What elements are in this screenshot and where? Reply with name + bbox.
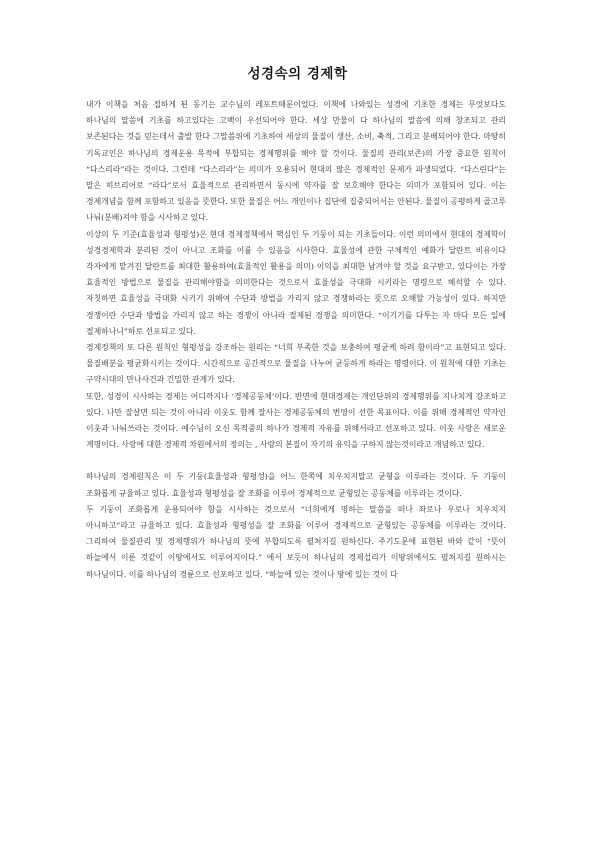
document-body xyxy=(86,97,506,583)
paragraph: 또한, 성경이 시사하는 경제는 어디까지나 ‘경제공동체’이다. 반면에 현대경제는 개인단위의 경제행위를 지나치게 강조하고 있다. 나만 잘살면 되는 것이 아니라 이웃도 함께 잘사는 경제공동체의 번영이 선한 목표이다. 이를 위해 경제적인 약자인 이웃과 나눠쓰라는 것이다. 예수님이 오신 목적중의 하나가 경제적 자유를 위해서라고 선포하고 있다. 이웃 사랑은 새로운 계명이다. 사랑에 대한 경제적 차원에서의 정의는 , 사랑의 본질이 자기의 유익을 구하지 않는것이라고 개념하고 있다. xyxy=(86,391,506,450)
paragraph-gap xyxy=(86,453,506,469)
paragraph: 내가 이책을 처음 접하게 된 동기는 교수님의 레포트때문이었다. 이책에 나와있는 성경에 기초한 경제는 무엇보다도 하나님의 말씀에 기초를 하고있다는 고백이 우선되어야 한다. 세상 만물이 다 하나님의 말씀에 의해 창조되고 관리 보존된다는 것을 믿는데서 출발 한다 그말씀위에 기초하여 세상의 물질이 생산, 소비, 축적, 그리고 분배되어야 한다. 마땅히 기독교인은 하나님의 경제운용 목적에 부합되는 경제행위를 해야 할 것이다. 물질의 관리(보존)의 가장 중요한 원칙이 “다스리라”라는 것이다. 그런데 “다스리라”는 의미가 오용되어 현대의 많은 경제적인 문제가 파생되었다. “다스린다”는 말은 히브리어로 “라다”로서 효율적으로 관리하면서 동시에 약자를 잘 보호해야 한다는 의미가 포함되어 있다. 이는 경제개념을 함께 포함하고 있음을 뜻한다. 또한 물질은 어느 개인이나 집단에 집중되어서는 안된다. 물질이 공평하게 골고루 나눠(분배)져야 함을 시사하고 있다. xyxy=(86,100,506,223)
paragraph: 하나님의 경제원칙은 이 두 기둥(효율성과 형평성)을 어느 한쪽에 치우치지말고 균형을 이루라는 것이다. 두 기둥이 조화롭게 규율하고 있다. 효율성과 형평성을 잘 조화를 이루어 경제적으로 균형있는 공동체를 이루라는 것이다. xyxy=(86,472,506,498)
paragraph: 두 기둥이 조화롭게 운용되어야 함을 시사하는 것으로서 “너희에게 명하는 말씀을 떠나 좌로나 우로나 치우치지 아니하고”라고 규율하고 있다. 효율성과 형평성을 잘 조화를 이루어 경제적으로 균형있는 공동체를 이루라는 것이다. 그리하여 물질관리 및 경제행위가 하나님의 뜻에 부합되도록 펼쳐지길 원하신다. 주기도문에 표현된 바와 같이 “뜻이 하늘에서 이룬 것같이 이땅에서도 이루어지이다.” 에서 보듯이 하나님의 경제섭리가 이땅위에서도 펼쳐지길 원하시는 하나님이다. 이를 하나님의 경륜으로 선포하고 있다. “하늘에 있는 것이나 땅에 있는 것이 다 xyxy=(86,504,506,579)
page-title: 성경속의 경제학 xyxy=(247,66,348,82)
paragraph: 경제정책의 또 다른 원칙인 형평성을 강조하는 원리는 “너희 부족한 것을 보충하여 평균케 하려 함이라”고 표현되고 있다. 물질배분을 평균화시키는 것이다. 시간적으로 공간적으로 물질을 나누어 균등하게 하라는 명령이다. 이 원칙에 대한 기초는 구약시대의 만나사건과 긴밀한 관계가 있다. xyxy=(86,343,506,385)
paragraph: 이상의 두 기준(효율성과 형평성)은 현대 경제정책에서 핵심인 두 기둥이 되는 기초들이다. 이런 의미에서 현대의 경제학이 성경경제학과 분리된 것이 아니고 조화를 이룰 수 있음을 시사한다. 효율성에 관한 구체적인 예화가 달란트 비유이다 각자에게 맡겨진 달란트를 최대한 활용하여(효율적인 활용을 의미) 이익을 최대한 남겨야 할 것을 요구받고, 있다이는 가장 효율적인 방법으로 물질을 관리해야함을 의미한다는 것으로서 효율성을 극대화 시키라는 명령으로 해석할 수 있다. 자칫하면 효율성을 극대화 시키기 위해여 수단과 방법을 가리지 않고 경쟁하라는 뜻으로 오해할 가능성이 있다. 하지만 경쟁이란 수단과 방법을 가리지 않고 하는 경쟁이 아니라 절제된 경쟁을 의미한다. “이기기를 다투는 자 마다 모든 일에 절제하나니”하로 선포되고 있다. xyxy=(86,229,506,336)
